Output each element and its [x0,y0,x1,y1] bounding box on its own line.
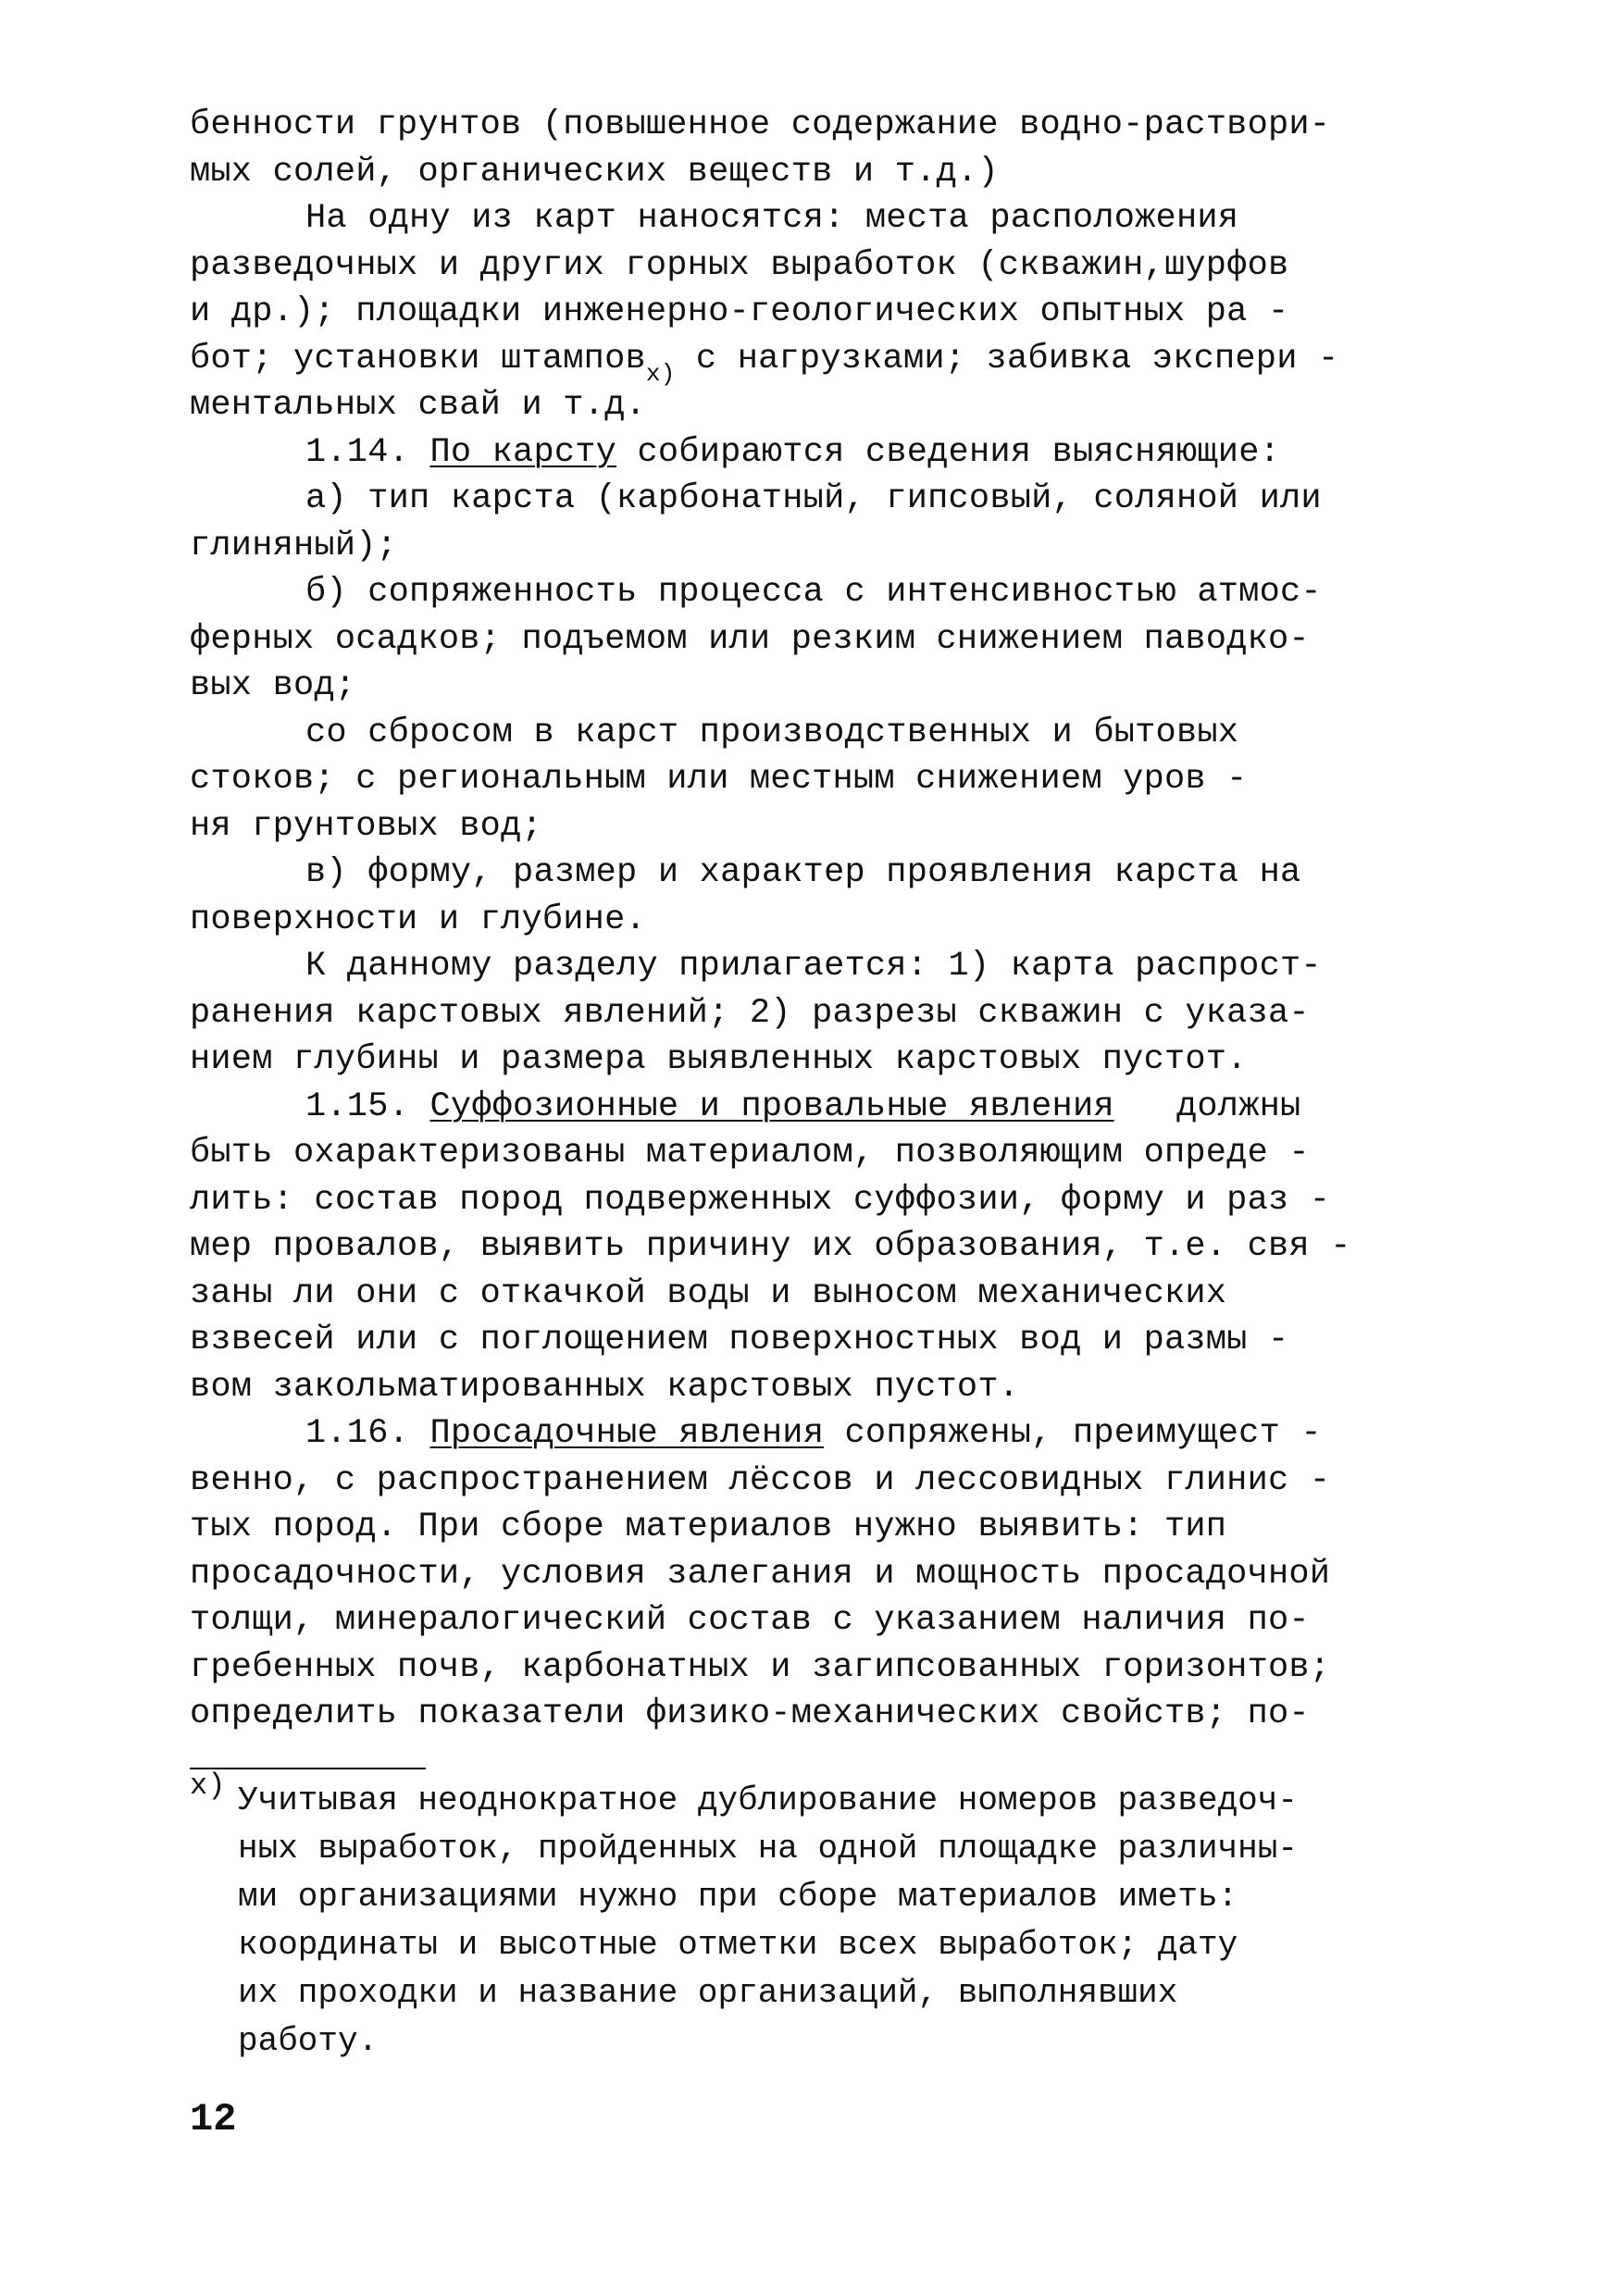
text-line: ня грунтовых вод; [190,806,542,846]
text-line: и др.); площадки инженерно-геологических опытных ра - [190,292,1289,331]
section-title: Суффозионные и провальные явления [429,1086,1114,1126]
line-text: бот; установки штампов [190,339,646,379]
section-title: По карсту [429,432,617,472]
text-line: лить: состав пород подверженных суффозии, форму и раз - [190,1180,1331,1220]
text-line: в) форму, размер и характер проявления карста на [305,853,1301,892]
text-line: разведочных и других горных выработок (скважин,шурфов [190,245,1289,285]
line-text-tail: с нагрузками; забивка экспери - [695,339,1339,379]
section-heading-rest: сопряжены, преимущест - [844,1414,1322,1453]
text-line: ферных осадков; подъемом или резким снижением паводко- [190,619,1310,659]
section-heading-rest: должны [1175,1086,1301,1126]
section-1-16-heading [190,1410,1458,1458]
text-line: венно, с распространением лёссов и лессовидных глинис - [190,1460,1331,1500]
text-line: ментальных свай и т.д. [190,386,646,425]
document-page [190,102,1458,2066]
text-line: со сбросом в карст производственных и бытовых [305,713,1239,752]
text-line: стоков; с региональным или местным снижением уров - [190,760,1248,799]
text-line: быть охарактеризованы материалом, позволяющим опреде - [190,1134,1310,1173]
text-line: вом закольматированных карстовых пустот. [190,1367,1020,1407]
section-number: 1.14. [305,432,410,472]
footnote-lines [190,1777,1458,2066]
text-line: мер провалов, выявить причину их образования, т.е. свя - [190,1227,1351,1266]
footnote-ref: x) [645,359,676,388]
text-line [190,336,1458,388]
footnote-line: их проходки и название организаций, выполнявших [238,1973,1178,2012]
section-1-14-body [190,476,1458,1084]
footnote-line: ми организациями нужно при сборе материалов иметь: [238,1877,1238,1916]
text-line: мых солей, органических веществ и т.д.) [190,152,999,192]
section-number: 1.16. [305,1414,410,1453]
text-line: заны ли они с откачкой воды и выносом механических [190,1273,1227,1313]
text-line: гребенных почв, карбонатных и загипсованных горизонтов; [190,1647,1331,1687]
text-line: определить показатели физико-механических свойств; по- [190,1694,1310,1733]
text-line: ранения карстовых явлений; 2) разрезы скважин с указа- [190,993,1310,1033]
text-line: взвесей или с поглощением поверхностных вод и размы - [190,1321,1289,1359]
footnote-line: координаты и высотные отметки всех выработок; дату [238,1925,1238,1964]
page-number: 12 [190,2097,237,2141]
section-1-16-body [190,1458,1458,1738]
text-line: б) сопряженность процесса с интенсивностью атмос- [305,573,1322,612]
section-1-15-heading [190,1084,1458,1131]
text-line: толщи, минералогический состав с указанием наличия по- [190,1601,1310,1640]
text-line: глиняный); [190,526,398,565]
text-line: К данному разделу прилагается: 1) карта распрост- [305,947,1322,986]
text-line: нием глубины и размера выявленных карстовых пустот. [190,1040,1248,1079]
footnote-mark: x) [190,1768,226,1803]
section-heading-rest: собираются сведения выясняющие: [637,432,1280,472]
text-line: тых пород. При сборе материалов нужно выявить: тип [190,1508,1227,1546]
section-number: 1.15. [305,1086,410,1126]
section-1-14-heading [190,429,1458,477]
text-line: На одну из карт наносятся: места расположения [305,199,1239,238]
text-line: а) тип карста (карбонатный, гипсовый, соляной или [305,479,1322,518]
text-line: вых вод; [190,666,356,705]
intro-block [190,102,1458,429]
section-1-15-body [190,1130,1458,1410]
text-line: поверхности и глубине. [190,900,646,939]
section-title: Просадочные явления [429,1414,825,1453]
footnote-line: ных выработок, пройденных на одной площадке различны- [238,1829,1298,1868]
text-line: просадочности, условия залегания и мощность просадочной [190,1554,1331,1594]
footnote [190,1768,1458,2066]
footnote-line: работу. [238,2021,379,2060]
footnote-line: Учитывая неоднократное дублирование номеров разведоч- [238,1781,1298,1819]
text-line: бенности грунтов (повышенное содержание водно-раствори- [190,105,1331,144]
